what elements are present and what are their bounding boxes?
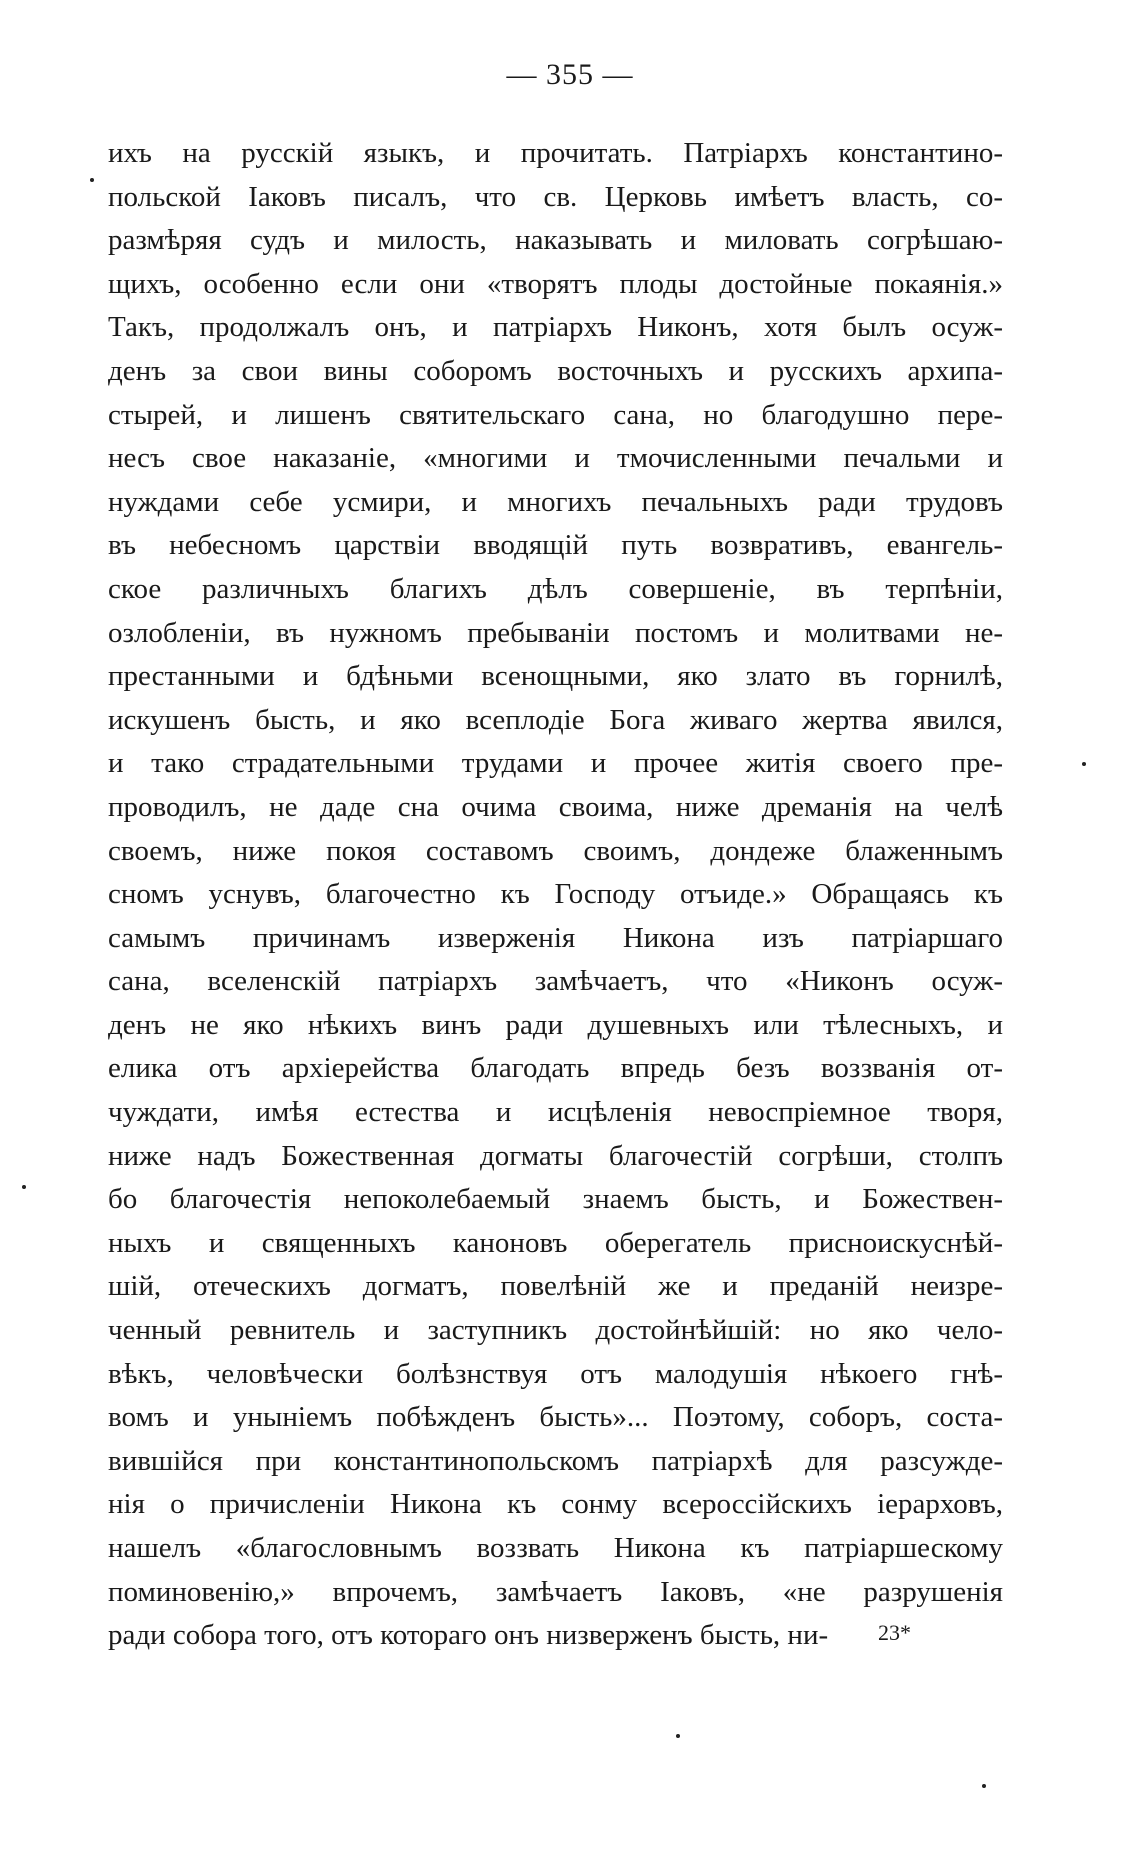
- text-line: поминовенію,» впрочемъ, замѣчаетъ Іаковъ, «не разрушенія: [108, 1575, 1003, 1608]
- print-speck: [22, 1185, 26, 1189]
- text-line: ныхъ и священныхъ каноновъ оберегатель присноискуснѣй-: [108, 1226, 1003, 1259]
- text-line: Такъ, продолжалъ онъ, и патріархъ Никонъ, хотя былъ осуж-: [108, 311, 1003, 344]
- text-line: ихъ на русскій языкъ, и прочитать. Патріархъ константино-: [108, 137, 1003, 169]
- print-speck: [676, 1734, 680, 1738]
- text-line: стырей, и лишенъ святительскаго сана, но благодушно пере-: [108, 398, 1003, 431]
- print-speck: [90, 178, 94, 182]
- text-line: престанными и бдѣньми всенощными, яко злато въ горнилѣ,: [108, 660, 1003, 693]
- text-line: шій, отеческихъ догматъ, повелѣній же и преданій неизре-: [108, 1270, 1003, 1303]
- text-line: польской Іаковъ писалъ, что св. Церковь имѣетъ власть, со-: [108, 180, 1003, 213]
- text-line: своемъ, ниже покоя составомъ своимъ, дондеже блаженнымъ: [108, 834, 1003, 867]
- page-number: — 355 —: [506, 58, 634, 91]
- text-line: ское различныхъ благихъ дѣлъ совершеніе, въ терпѣніи,: [108, 572, 1003, 605]
- text-line: сномъ уснувъ, благочестно къ Господу отъиде.» Обращаясь къ: [108, 878, 1003, 911]
- text-line: самымъ причинамъ изверженія Никона изъ патріаршаго: [108, 921, 1003, 954]
- text-line: проводилъ, не даде сна очима своима, ниже дреманія на челѣ: [108, 790, 1003, 823]
- text-line: ниже надъ Божественная догматы благочестій согрѣши, столпъ: [108, 1139, 1003, 1172]
- text-line: чуждати, имѣя естества и исцѣленія невоспріемное творя,: [108, 1096, 1003, 1129]
- text-line: несъ свое наказаніе, «многими и тмочисленными печальми и: [108, 442, 1003, 475]
- text-line: нуждами себе усмири, и многихъ печальныхъ ради трудовъ: [108, 485, 1003, 518]
- text-line: сана, вселенскій патріархъ замѣчаетъ, что «Никонъ осуж-: [108, 965, 1003, 998]
- text-line: ради собора того, отъ котораго онъ низверженъ бысть, ни-: [108, 1619, 829, 1652]
- text-line: елика отъ архіерейства благодать впредь безъ воззванія от-: [108, 1052, 1003, 1085]
- text-line: искушенъ бысть, и яко всеплодіе Бога живаго жертва явился,: [108, 703, 1003, 736]
- text-line: вомъ и унынiемъ побѣжденъ бысть»... Поэтому, соборъ, соста-: [108, 1401, 1003, 1434]
- text-line: и тако страдательными трудами и прочее житія своего пре-: [108, 747, 1003, 780]
- text-line: ченный ревнитель и заступникъ достойнѣйшій: но яко чело-: [108, 1314, 1003, 1347]
- text-line: размѣряя судъ и милость, наказывать и миловать согрѣшаю-: [108, 224, 1003, 257]
- text-line: щихъ, особенно если они «творятъ плоды достойные покаянія.»: [108, 267, 1003, 300]
- print-speck: [1082, 762, 1086, 766]
- text-line: денъ за свои вины соборомъ восточныхъ и русскихъ архипа-: [108, 354, 1003, 387]
- text-line: нашелъ «благословнымъ воззвать Никона къ патріаршескому: [108, 1532, 1003, 1564]
- text-line: нія о причисленіи Никона къ сонму всероссійскихъ іерарховъ,: [108, 1488, 1003, 1521]
- printer-signature-mark: 23*: [878, 1620, 911, 1645]
- text-line: бо благочестія непоколебаемый знаемъ бысть, и Божествен-: [108, 1183, 1003, 1216]
- text-line: вившійся при константинопольскомъ патріархѣ для разсужде-: [108, 1444, 1003, 1477]
- text-line: вѣкъ, человѣчески болѣзнствуя отъ малодушія нѣкоего гнѣ-: [108, 1357, 1003, 1390]
- print-speck: [982, 1784, 986, 1788]
- text-line: денъ не яко нѣкихъ винъ ради душевныхъ или тѣлесныхъ, и: [108, 1008, 1003, 1041]
- page-body-text: [108, 132, 1003, 1658]
- text-line: озлобленіи, въ нужномъ пребываніи постомъ и молитвами не-: [108, 616, 1003, 649]
- text-line: въ небесномъ царствіи вводящій путь возвративъ, евангель-: [108, 529, 1003, 562]
